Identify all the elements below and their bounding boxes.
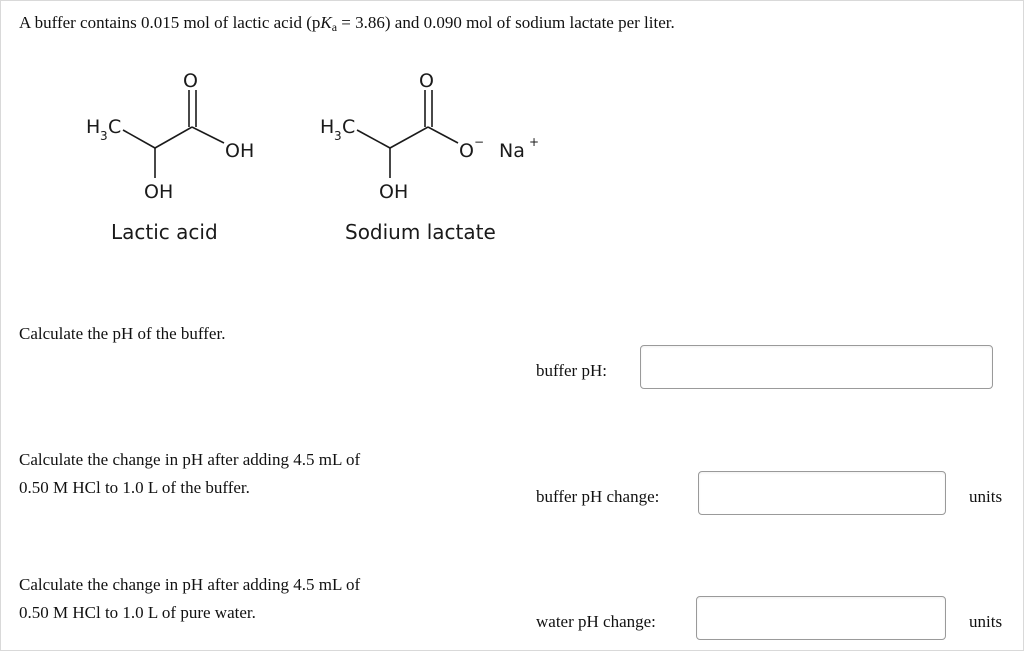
question-3-prompt <box>19 571 360 627</box>
sodium-lactate-methyl-h: H <box>320 116 335 138</box>
lactic-acid-name: Lactic acid <box>111 220 218 244</box>
question-2-line-1: Calculate the change in pH after adding 4.5 mL of <box>19 450 361 469</box>
sodium-lactate-atoms <box>320 70 539 244</box>
sodium-lactate-hydroxyl: OH <box>379 181 409 203</box>
sodium-lactate-cation-charge: + <box>529 135 540 149</box>
intro-suffix: = 3.86) and 0.090 mol of sodium lactate per liter. <box>337 13 675 32</box>
sodium-lactate-methyl-c: C <box>342 116 356 138</box>
sodium-lactate-anion-charge: − <box>474 135 485 149</box>
question-1-line-1: Calculate the pH of the buffer. <box>19 324 226 343</box>
water-ph-change-input[interactable] <box>696 596 946 640</box>
lactic-acid-methyl-h: H <box>86 116 101 138</box>
water-ph-change-unit: units <box>969 612 1003 631</box>
question-2-prompt <box>19 446 360 502</box>
lactic-acid-atoms <box>86 70 254 244</box>
question-2-line-2: 0.50 M HCl to 1.0 L of the buffer. <box>19 478 250 497</box>
lactic-acid-methyl-sub: 3 <box>100 129 108 143</box>
water-ph-change-label: water pH change: <box>536 612 656 631</box>
sodium-lactate-methyl-sub: 3 <box>334 129 342 143</box>
question-3-line-2: 0.50 M HCl to 1.0 L of pure water. <box>19 603 256 622</box>
sodium-lactate-carbonyl-o: O <box>419 70 434 92</box>
buffer-ph-change-unit: units <box>969 487 1003 506</box>
sodium-lactate-bond-o <box>428 127 458 143</box>
intro-prefix: A buffer contains 0.015 mol of lactic acid (p <box>19 13 321 32</box>
sodium-lactate-cation: Na <box>499 140 525 162</box>
structures-figure <box>0 0 1024 260</box>
lactic-acid-bond-methyl <box>123 130 155 148</box>
sodium-lactate-name: Sodium lactate <box>345 220 496 244</box>
lactic-acid-acid-oh: OH <box>225 140 255 162</box>
lactic-acid-structure <box>123 90 224 178</box>
buffer-ph-change-input[interactable] <box>698 471 946 515</box>
lactic-acid-hydroxyl: OH <box>144 181 174 203</box>
question-3-line-1: Calculate the change in pH after adding 4.5 mL of <box>19 575 361 594</box>
intro-k-symbol: K <box>320 13 332 32</box>
sodium-lactate-structure <box>357 90 458 178</box>
buffer-ph-change-label: buffer pH change: <box>536 487 660 506</box>
lactic-acid-methyl-c: C <box>108 116 122 138</box>
sodium-lactate-anion-o: O <box>459 140 474 162</box>
lactic-acid-bond-oh <box>192 127 224 143</box>
buffer-ph-label: buffer pH: <box>536 361 607 380</box>
buffer-ph-input[interactable] <box>640 345 993 389</box>
sodium-lactate-bond-methyl <box>357 130 390 148</box>
lactic-acid-carbonyl-o: O <box>183 70 198 92</box>
question-1-prompt <box>19 320 225 348</box>
intro-a-subscript: a <box>331 20 338 34</box>
lactic-acid-bond-carboxyl <box>155 127 192 148</box>
sodium-lactate-bond-carboxyl <box>390 127 428 148</box>
